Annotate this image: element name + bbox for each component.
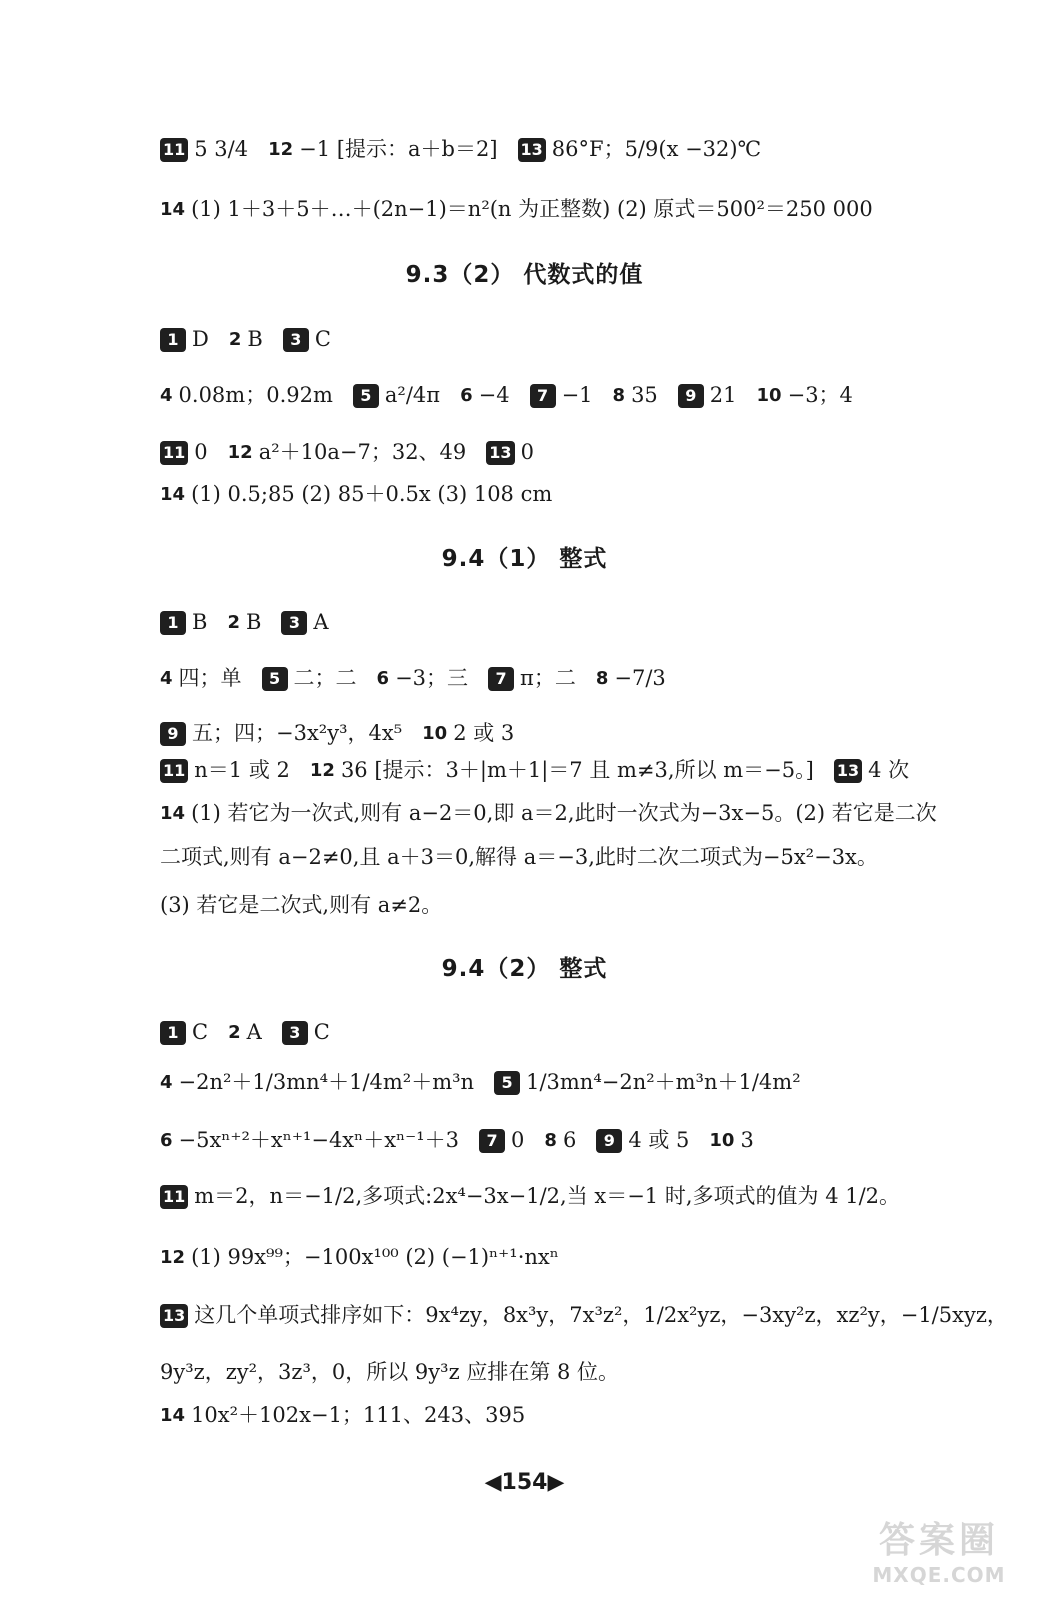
- answer-item: [160, 482, 552, 507]
- answer-text: 二；二: [293, 666, 357, 690]
- answer-line: [160, 666, 1019, 691]
- answer-text: C: [313, 1020, 330, 1044]
- answer-text: −5xⁿ⁺²＋xⁿ⁺¹−4xⁿ＋xⁿ⁻¹＋3: [178, 1128, 460, 1152]
- answer-item: [488, 666, 576, 691]
- question-number: 10: [709, 1129, 735, 1151]
- answer-line: [160, 137, 1019, 162]
- answer-text: m＝2，n＝−1/2,多项式:2x⁴−3x−1/2,当 x＝−1 时,多项式的值为 4 1/2。: [194, 1184, 901, 1208]
- question-number: 6: [160, 1129, 173, 1151]
- question-number: 5: [353, 384, 379, 408]
- question-number: 3: [282, 1021, 308, 1045]
- question-number: 10: [422, 722, 448, 744]
- answer-line: [160, 1070, 1019, 1095]
- question-number: 11: [160, 138, 188, 162]
- answer-item: [160, 610, 207, 635]
- answer-item: [160, 1245, 559, 1270]
- answer-item: [262, 666, 357, 691]
- question-number: 13: [834, 759, 862, 783]
- question-number: 6: [460, 384, 473, 406]
- question-number: 11: [160, 441, 188, 465]
- answer-item: [160, 721, 402, 746]
- question-number: 14: [160, 483, 186, 505]
- answer-text: B: [192, 610, 208, 634]
- answer-item: [160, 197, 873, 222]
- answer-item: [227, 610, 261, 635]
- answer-item: [160, 1184, 900, 1209]
- answer-item: [422, 721, 514, 746]
- answer-item: [678, 383, 737, 408]
- answer-text: 10x²＋102x−1；111、243、395: [191, 1403, 526, 1427]
- question-number: 4: [160, 1071, 173, 1093]
- answer-text: 五；四；−3x²y³，4x⁵: [192, 721, 403, 745]
- answer-line: [160, 610, 1019, 635]
- answer-line: [160, 327, 1019, 352]
- answer-text: 86°F；5/9(x −32)℃: [551, 137, 762, 161]
- answer-item: [160, 137, 248, 162]
- answer-text: C: [192, 1020, 209, 1044]
- question-number: 11: [160, 759, 188, 783]
- answer-text: −7/3: [614, 666, 666, 690]
- answer-text: 5 3/4: [194, 137, 249, 161]
- answer-line: [160, 1303, 1019, 1328]
- question-number: 13: [486, 441, 514, 465]
- answer-continuation: (3) 若它是二次式,则有 a≠2。: [160, 893, 443, 917]
- answer-item: [486, 440, 534, 465]
- section-heading: 9.4（2） 整式: [441, 956, 608, 982]
- answer-item: [460, 383, 510, 408]
- answer-text: 0: [511, 1128, 525, 1152]
- question-number: 7: [479, 1129, 505, 1153]
- question-number: 8: [544, 1129, 557, 1151]
- answer-text: −2n²＋1/3mn⁴＋1/4m²＋m³n: [178, 1070, 475, 1094]
- question-number: 13: [160, 1304, 188, 1328]
- question-number: 14: [160, 1404, 186, 1426]
- question-number: 12: [160, 1246, 186, 1268]
- answer-item: [709, 1128, 753, 1153]
- answer-text: π；二: [520, 666, 576, 690]
- answer-line: [160, 383, 1019, 408]
- answer-item: [281, 610, 328, 635]
- answer-line: [160, 801, 1019, 826]
- answer-item: [160, 666, 242, 691]
- answer-text: D: [192, 327, 209, 351]
- answer-item: [283, 327, 331, 352]
- answer-text: a²＋10a−7；32、49: [258, 440, 467, 464]
- answer-item: [596, 1128, 689, 1153]
- answer-line: [160, 1020, 1019, 1045]
- watermark-logo: 答案圈: [878, 1520, 999, 1561]
- answer-item: [282, 1020, 330, 1045]
- answer-item: [160, 440, 208, 465]
- answer-text: (1) 99x⁹⁹；−100x¹⁰⁰ (2) (−1)ⁿ⁺¹·nxⁿ: [191, 1245, 559, 1269]
- question-number: 14: [160, 802, 186, 824]
- answer-text: 0: [520, 440, 534, 464]
- question-number: 1: [160, 1021, 186, 1045]
- answer-item: [757, 383, 853, 408]
- question-number: 9: [160, 722, 186, 746]
- answer-continuation: 9y³z，zy²，3z³，0，所以 9y³z 应排在第 8 位。: [160, 1360, 620, 1384]
- answer-item: [229, 327, 263, 352]
- answer-line: [160, 197, 1019, 222]
- answer-text: A: [313, 610, 329, 634]
- question-number: 5: [262, 667, 288, 691]
- question-number: 12: [268, 138, 294, 160]
- answer-text: C: [314, 327, 331, 351]
- answer-line: [160, 721, 1019, 746]
- answer-text: −3；4: [787, 383, 853, 407]
- answer-line: [160, 758, 1019, 783]
- answer-text: 35: [631, 383, 658, 407]
- question-number: 1: [160, 328, 186, 352]
- answer-line: [160, 1184, 1019, 1209]
- answer-item: [834, 758, 909, 783]
- answer-item: [530, 383, 593, 408]
- answer-line: [160, 440, 1019, 465]
- section-heading: 9.4（1） 整式: [441, 546, 608, 572]
- answer-item: [160, 758, 290, 783]
- answer-text: B: [245, 610, 262, 634]
- question-number: 2: [228, 1021, 241, 1043]
- answer-item: [160, 1403, 525, 1428]
- answer-text: a²/4π: [384, 383, 441, 407]
- answer-item: [228, 440, 467, 465]
- answer-item: [596, 666, 666, 691]
- question-number: 9: [596, 1129, 622, 1153]
- answer-continuation: 二项式,则有 a−2≠0,且 a＋3＝0,解得 a＝−3,此时二次二项式为−5x²−3x。: [160, 845, 878, 869]
- answer-item: [494, 1070, 801, 1095]
- answer-text: (1) 0.5;85 (2) 85＋0.5x (3) 108 cm: [191, 482, 553, 506]
- question-number: 4: [160, 384, 173, 406]
- watermark-url: MXQE.COM: [872, 1563, 1006, 1587]
- answer-item: [479, 1128, 524, 1153]
- answer-text: −1 [提示：a＋b＝2]: [299, 137, 498, 161]
- section-heading: 9.3（2） 代数式的值: [405, 262, 644, 288]
- answer-item: [518, 137, 762, 162]
- answer-text: 四；单: [178, 666, 242, 690]
- answer-item: [310, 758, 814, 783]
- answer-text: 0: [194, 440, 208, 464]
- question-number: 12: [227, 441, 253, 463]
- answer-text: (1) 若它为一次式,则有 a−2＝0,即 a＝2,此时一次式为−3x−5。(2) 若它是二次: [191, 801, 937, 825]
- answer-line: [160, 1403, 1019, 1428]
- answer-item: [160, 1303, 1008, 1328]
- answer-text: 1/3mn⁴−2n²＋m³n＋1/4m²: [526, 1070, 801, 1094]
- answer-text: 3: [740, 1128, 754, 1152]
- answer-line: [160, 1245, 1019, 1270]
- page-number: ◀154▶: [484, 1470, 565, 1495]
- answer-item: [160, 1070, 474, 1095]
- answer-text: (1) 1＋3＋5＋…＋(2n−1)＝n²(n 为正整数) (2) 原式＝500²＝250 000: [191, 197, 873, 221]
- answer-text: −3；三: [395, 666, 469, 690]
- answer-item: [353, 383, 440, 408]
- answer-text: 4 或 5: [628, 1128, 690, 1152]
- answer-item: [228, 1020, 262, 1045]
- answer-item: [160, 801, 937, 826]
- answer-text: B: [247, 327, 263, 351]
- answer-text: −4: [478, 383, 510, 407]
- question-number: 10: [756, 384, 782, 406]
- question-number: 9: [678, 384, 704, 408]
- answer-item: [613, 383, 658, 408]
- answer-text: 21: [709, 383, 737, 407]
- question-number: 8: [595, 667, 609, 689]
- answer-text: 6: [562, 1128, 577, 1152]
- answer-line: [160, 482, 1019, 507]
- question-number: 11: [160, 1185, 188, 1209]
- question-number: 1: [160, 611, 186, 635]
- question-number: 2: [227, 611, 240, 633]
- answer-text: A: [246, 1020, 262, 1044]
- watermark: [849, 1512, 1029, 1587]
- answer-item: [160, 383, 333, 408]
- answer-text: 0.08m；0.92m: [178, 383, 333, 407]
- question-number: 7: [488, 667, 514, 691]
- question-number: 3: [283, 328, 309, 352]
- answer-text: n＝1 或 2: [194, 758, 290, 782]
- answer-item: [160, 327, 209, 352]
- question-number: 14: [160, 198, 186, 220]
- answer-item: [377, 666, 469, 691]
- answer-item: [160, 1020, 208, 1045]
- question-number: 8: [612, 384, 626, 406]
- question-number: 4: [160, 667, 173, 689]
- question-number: 2: [228, 328, 242, 350]
- question-number: 12: [309, 759, 335, 781]
- question-number: 6: [376, 667, 390, 689]
- answer-text: 36 [提示：3＋|m＋1|＝7 且 m≠3,所以 m＝−5。]: [340, 758, 814, 782]
- question-number: 7: [530, 384, 556, 408]
- answer-item: [268, 137, 497, 162]
- answer-item: [544, 1128, 576, 1153]
- answer-text: −1: [561, 383, 593, 407]
- answer-text: 这几个单项式排序如下：9x⁴zy，8x³y，7x³z²，1/2x²yz，−3xy²z，xz²y，−1/5xyz，: [194, 1303, 1008, 1327]
- answer-text: 2 或 3: [453, 721, 515, 745]
- question-number: 13: [518, 138, 546, 162]
- question-number: 3: [281, 611, 307, 635]
- answer-line: [160, 1128, 1019, 1153]
- answer-text: 4 次: [868, 758, 910, 782]
- question-number: 5: [494, 1071, 520, 1095]
- answer-item: [160, 1128, 459, 1153]
